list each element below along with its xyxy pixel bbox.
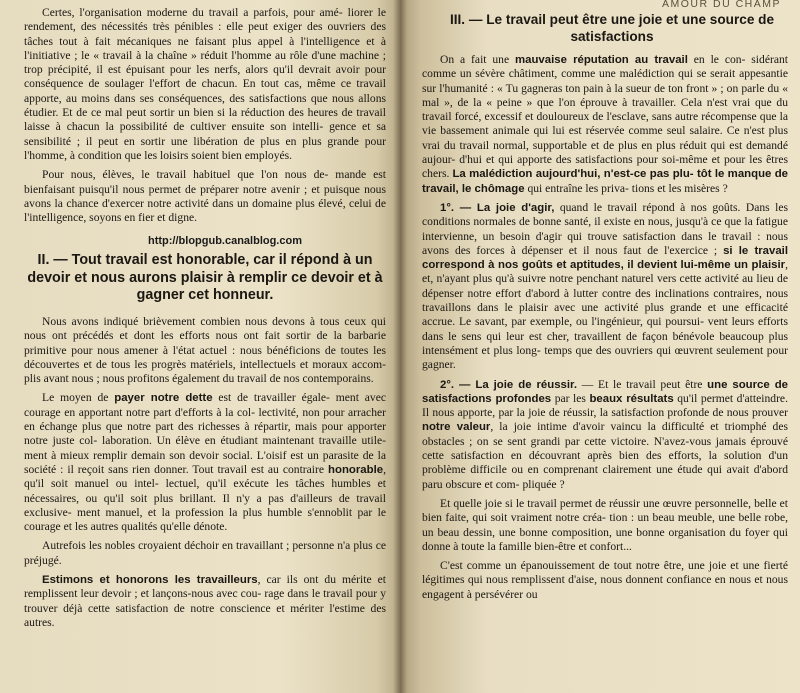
running-head: AMOUR DU CHAMP <box>662 0 782 10</box>
right-paragraph-5: C'est comme un épanouissement de tout notre être, une joie et une fierté légitimes qui nous remplissent d'aise, nous donnent confiance en nous et nous engagent à persévérer ou <box>422 559 788 601</box>
section-2-title: II. — Tout travail est honorable, car il répond à un devoir et nous aurons plaisir à remplir ce devoir et à gagner cet honneur. <box>27 252 383 304</box>
bold-text: payer notre dette <box>114 392 213 405</box>
right-paragraph-3 <box>422 378 788 492</box>
text-run: en le con- sidérant comme un sévère châtiment, comme une malédiction qui se serait appesantie sur l'humanité : « Tu gagneras ton pain à la sueur de ton front » ; on parle du « mal », de la « peine » que l'on éprouve à travailler. Cela n'est vrai que du travail forcé, excessif et douloureux de l'esclave, sans autre récompense que la vie bassement animale qui lui est réservée comme seul salaire. Ce n'est plus vrai du travail normal, supportable et de plus en plus réduit qui est demandé aujour- d'hui et qui apporte des satisfactions pour soi-même et pour les êtres chers. <box>422 53 788 181</box>
section-3-title: III. — Le travail peut être une joie et une source de satisfactions <box>449 12 775 44</box>
bold-text: mauvaise réputation au travail <box>515 54 688 66</box>
left-paragraph-5: Autrefois les nobles croyaient déchoir en travaillant ; personne n'a plus ce préjugé. <box>24 539 386 567</box>
text-run: qui entraîne les priva- tions et les misères ? <box>524 181 728 195</box>
bold-text: si le travail correspond à nos goûts et aptitudes, il devient lui-même un plaisir <box>422 244 788 272</box>
bold-text: honorable <box>328 463 384 476</box>
bold-text: Estimons et honorons les travailleurs <box>42 574 258 586</box>
bold-text: beaux résultats <box>589 392 674 405</box>
text-run: quand le travail répond à nos goûts. Dans les conditions normales de bonne santé, il existe en nous, jusqu'à ce que la fatigue intervienne, un besoin d'agir qui trouve satisfaction dans le travail : nous avons des forces à dépenser et il nous faut de l'exercice ; <box>422 200 788 257</box>
text-run: — Et le travail peut être <box>577 377 708 391</box>
left-paragraph-3: Nous avons indiqué brièvement combien nous devons à tous ceux qui nous ont précédés et dont les efforts nous ont fait sortir de la barbarie primitive pour nous amener à l'état actuel : nous bénéficions de toutes les découvertes et de tous les progrès matériels, intellectuels et moraux accom- plis avant nous ; nous profitons également du travail de nos contemporains. <box>24 314 386 386</box>
bold-label: 2°. — La joie de réussir. <box>440 378 578 391</box>
right-paragraph-4: Et quelle joie si le travail permet de réussir une œuvre personnelle, belle et bien faite, qui soit vraiment notre créa- tion : un beau meuble, une belle robe, un beau dessin, une bonne composition, une bonne organisation du foyer qui donne à toute la famille bien-être et confort... <box>422 496 788 553</box>
bold-text: une source de satisfactions profondes <box>422 378 788 405</box>
text-run: , car ils ont du mérite et remplissent leur devoir ; et lançons-nous avec cou- rage dans le travail pour y trouver déjà cette satisfaction de notre conscience et mériter l'estime des autres. <box>24 573 386 629</box>
bold-text: La malédiction aujourd'hui, n'est-ce pas plu- tôt le manque de travail, le chômage <box>422 168 789 195</box>
left-paragraph-2: Pour nous, élèves, le travail habituel que l'on nous de- mande est bienfaisant puisqu'il nous permet de préparer notre avenir ; et puisque nous avons la chance d'exercer notre activité dans un domaine plus élevé, celui de l'intelligence, soyons en fier et digne. <box>24 168 386 225</box>
text-run: qu'il permet d'atteindre. Il nous apporte, par la joie de réussir, la satisfaction profonde de nous prouver <box>422 391 788 420</box>
left-paragraph-4 <box>24 391 386 534</box>
text-run: , et, n'ayant plus qu'à suivre notre penchant naturel vers cette activité au lieu de dépenser notre effort d'abord à lutter contre des inclinations contraires, nous travaillons dans le plaisir avec une activité plus grande et une efficacité accrue. Le savant, par exemple, ou l'ingénieur, qui poursui- vent leurs efforts dans le sens qui leur est cher, travaillent de façon bénévole beaucoup plus intensément et plus long- temps que des ouvriers qui œuvrent seulement pour gagner. <box>422 258 788 372</box>
text-run: , la joie intime d'avoir vaincu la difficulté et triomphé des obstacles ; on se sent grandi par cette victoire. N'avez-vous jamais éprouvé cette satisfaction en découvrant après bien des efforts, la solution d'un problème difficile ou en comprenant clairement une étude qui avait d'abord paru obscure et com- pliquée ? <box>422 420 789 491</box>
text-run: par les <box>551 391 590 405</box>
right-paragraph-1 <box>422 53 788 196</box>
left-paragraph-1: Certes, l'organisation moderne du travail a parfois, pour amé- liorer le rendement, des nécessités très pénibles : elle peut exiger des ouvriers des tâches tout à fait mécaniques ne faisant plus appel à l'intelligence et à l'initiative ; le « travail à la chaîne » réduit l'homme au rôle d'une machine ; trop précipité, il est épuisant pour les nerfs, alors qu'il devrait avoir pour conséquence de soulager l'effort de chacun. En tout cas, même ce travail apporte, au moins dans ses conséquences, des satisfactions que nous allons étudier. Et de ce mal peut sortir un bien si la réduction des heures de travail laisse à chacun la possibilité de cultiver ensuite son intelli- gence et sa sensibilité ; il peut en sortir une libération de plus en plus grande pour l'homme, à condition que les loisirs soient bien employés. <box>24 6 386 162</box>
right-page <box>400 0 800 693</box>
text-run: Le moyen de <box>42 391 115 405</box>
bold-label: 1°. — La joie d'agir, <box>440 201 555 214</box>
text-run: , qu'il soit manuel ou intel- lectuel, qu'il exécute les tâches humbles et nécessaires, ou qu'il soit plus brillant. Il n'y a pas d'ailleurs de travail exclusive- ment manuel, et la profession la plus humble s'ennoblit par le courage et les autres qualités qu'elle dénote. <box>24 462 386 534</box>
watermark-url: http://blopgub.canalblog.com <box>148 235 302 248</box>
text-run: est de travailler égale- ment avec courage en apportant notre part d'efforts à la col- lectivité, non pour arracher en échange plus que notre part des richesses à répartir, mais pour apporter notre juste col- laboration. Un élève en étudiant maintenant travaille utile- ment à mieux remplir demain son devoir social. L'oisif est un parasite de la société : il reçoit sans rien donner. Tout travail est au contraire <box>24 391 386 476</box>
text-run: On a fait une <box>440 53 515 66</box>
right-paragraph-2 <box>422 201 788 373</box>
left-paragraph-6 <box>24 573 386 630</box>
bold-text: notre valeur <box>422 421 491 434</box>
